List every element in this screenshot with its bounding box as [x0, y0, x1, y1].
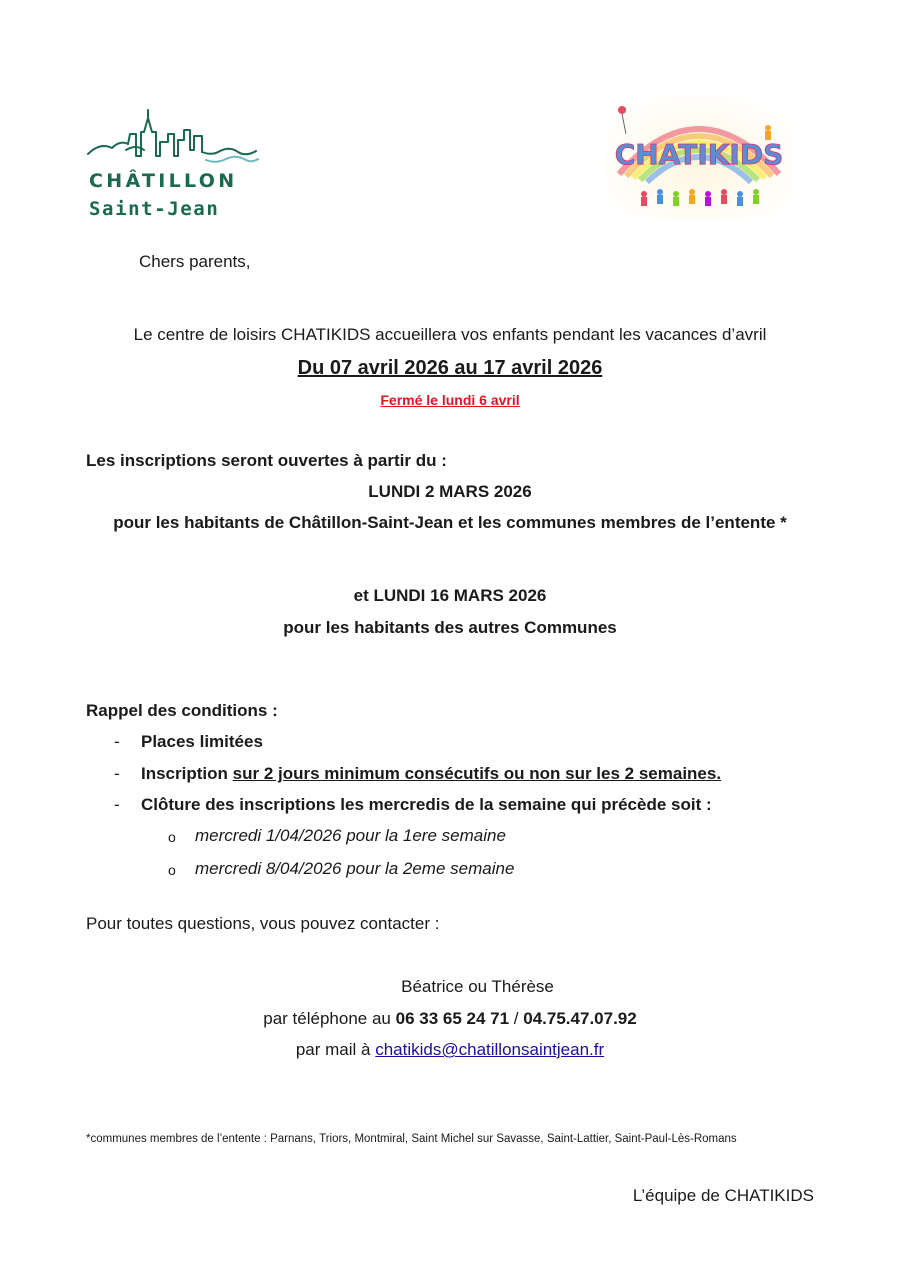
- contact-phone: [0, 1009, 900, 1029]
- condition-inscription: [141, 764, 721, 784]
- logo-line-chatillon: CHÂTILLON: [89, 170, 238, 192]
- closed-notice: Fermé le lundi 6 avril: [380, 392, 520, 408]
- phone-number-landline[interactable]: 04.75.47.07.92: [523, 1009, 637, 1028]
- registration-date-2: et LUNDI 16 MARS 2026: [353, 586, 547, 605]
- footnote: *communes membres de l’entente : Parnans, Triors, Montmiral, Saint Michel sur Savasse, Saint-Lattier, Saint-Paul-Lès-Romans: [86, 1133, 737, 1145]
- email-link[interactable]: chatikids@chatillonsaintjean.fr: [375, 1040, 605, 1059]
- registration-who-2: pour les habitants des autres Communes: [283, 618, 617, 637]
- deadline-week-2: mercredi 8/04/2026 pour la 2eme semaine: [195, 859, 515, 878]
- condition-inscription-detail: sur 2 jours minimum consécutifs ou non sur les 2 semaines.: [232, 764, 722, 783]
- list-dash: -: [114, 764, 120, 783]
- chatillon-saint-jean-logo: [86, 104, 261, 224]
- contact-names: Béatrice ou Thérèse: [401, 977, 554, 996]
- greeting: Chers parents,: [139, 252, 251, 271]
- rainbow-children-illustration: [604, 94, 794, 220]
- registration-heading: Les inscriptions seront ouvertes à partir du :: [86, 451, 447, 470]
- phone-number-mobile[interactable]: 06 33 65 24 71: [395, 1009, 510, 1028]
- chatikids-logo-text: CHATIKIDS: [614, 138, 784, 171]
- intro-text: Le centre de loisirs CHATIKIDS accueillera vos enfants pendant les vacances d’avril: [133, 325, 767, 344]
- contact-mail: [0, 1040, 900, 1060]
- list-circle: o: [168, 829, 176, 845]
- list-dash: -: [114, 795, 120, 814]
- village-skyline-icon: [86, 104, 261, 168]
- deadline-week-1: mercredi 1/04/2026 pour la 1ere semaine: [195, 826, 506, 845]
- phone-separator: /: [513, 1009, 519, 1028]
- condition-cloture: Clôture des inscriptions les mercredis de la semaine qui précède soit :: [141, 795, 712, 814]
- condition-places: Places limitées: [141, 732, 263, 751]
- phone-prefix: par téléphone au: [263, 1009, 391, 1028]
- list-dash: -: [114, 732, 120, 751]
- conditions-heading: Rappel des conditions :: [86, 701, 278, 720]
- logo-line-saint-jean: Saint-Jean: [89, 198, 220, 220]
- registration-who-1: pour les habitants de Châtillon-Saint-Jean et les communes membres de l’entente *: [113, 513, 787, 532]
- condition-inscription-prefix: Inscription: [141, 764, 228, 783]
- contact-intro: Pour toutes questions, vous pouvez contacter :: [86, 914, 440, 933]
- registration-date-1: LUNDI 2 MARS 2026: [368, 482, 532, 501]
- signature: L’équipe de CHATIKIDS: [632, 1186, 814, 1205]
- list-circle: o: [168, 862, 176, 878]
- mail-prefix: par mail à: [295, 1040, 371, 1059]
- holiday-dates: Du 07 avril 2026 au 17 avril 2026: [297, 357, 603, 379]
- chatikids-logo: [604, 94, 794, 220]
